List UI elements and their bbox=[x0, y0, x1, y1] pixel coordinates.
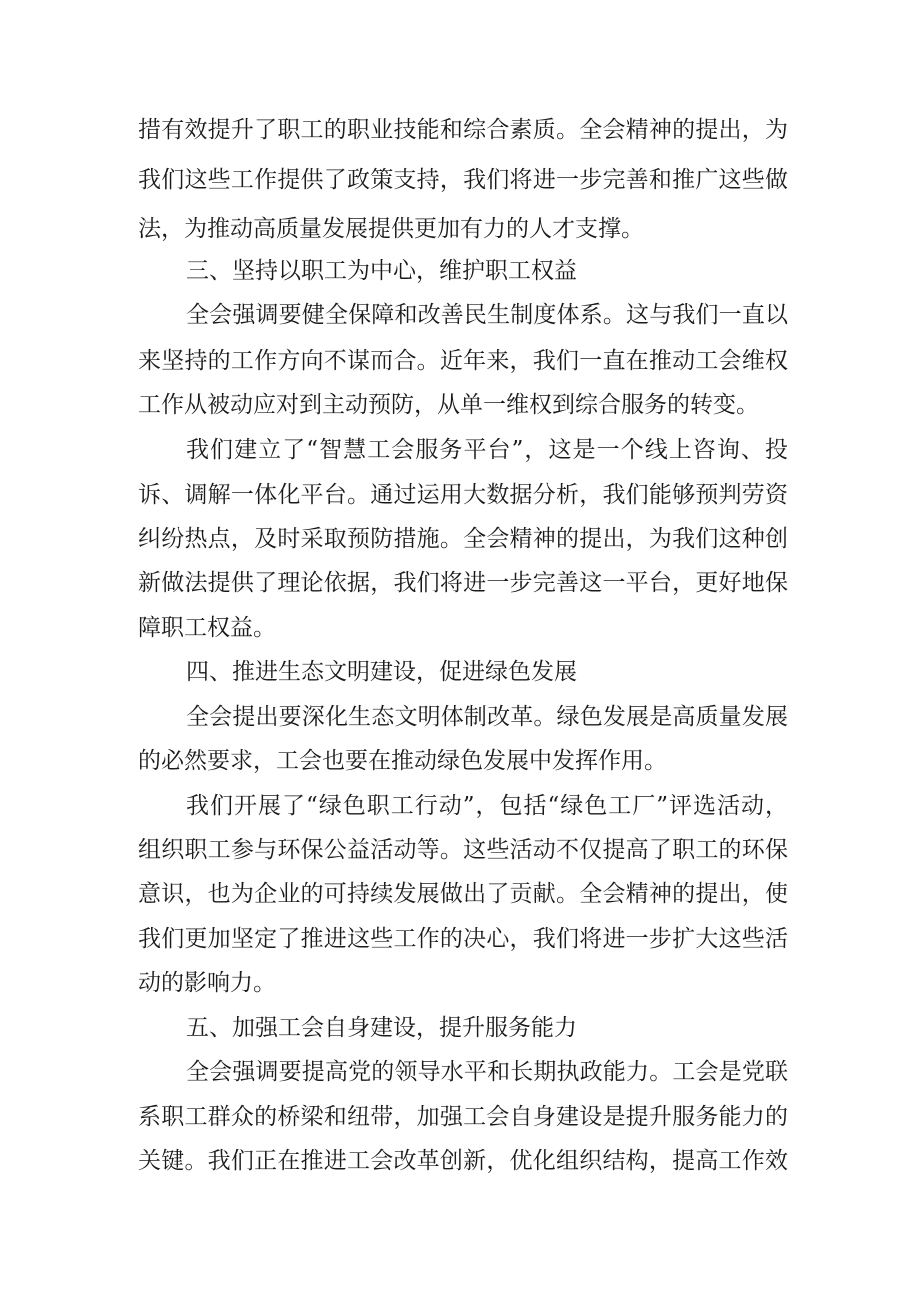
text-line: 我们建立了“智慧工会服务平台”，这是一个线上咨询、投 bbox=[186, 437, 788, 463]
text-line: 纠纷热点，及时采取预防措施。全会精神的提出，为我们这种创 bbox=[138, 526, 788, 552]
text-line: 工作从被动应对到主动预防，从单一维权到综合服务的转变。 bbox=[138, 392, 759, 418]
section-heading-5: 五、加强工会自身建设，提升服务能力 bbox=[186, 1015, 577, 1041]
text-line: 全会强调要提高党的领导水平和长期执政能力。工会是党联 bbox=[186, 1059, 788, 1085]
text-line: 意识，也为企业的可持续发展做出了贡献。全会精神的提出，使 bbox=[138, 881, 788, 907]
text-line: 诉、调解一体化平台。通过运用大数据分析，我们能够预判劳资 bbox=[138, 482, 788, 508]
text-line: 障职工权益。 bbox=[138, 615, 276, 641]
text-line: 全会强调要健全保障和改善民生制度体系。这与我们一直以 bbox=[186, 302, 788, 328]
text-line: 我们更加坚定了推进这些工作的决心，我们将进一步扩大这些活 bbox=[138, 926, 788, 952]
text-line: 的必然要求，工会也要在推动绿色发展中发挥作用。 bbox=[138, 748, 667, 774]
text-line: 全会提出要深化生态文明体制改革。绿色发展是高质量发展 bbox=[186, 704, 788, 730]
section-heading-4: 四、推进生态文明建设，促进绿色发展 bbox=[186, 659, 577, 685]
text-line: 措有效提升了职工的职业技能和综合素质。全会精神的提出，为 bbox=[138, 117, 788, 143]
text-line: 我们开展了“绿色职工行动”，包括“绿色工厂”评选活动， bbox=[186, 793, 788, 819]
text-line: 新做法提供了理论依据，我们将进一步完善这一平台，更好地保 bbox=[138, 570, 788, 596]
text-line: 系职工群众的桥梁和纽带，加强工会自身建设是提升服务能力的 bbox=[138, 1104, 788, 1130]
text-line: 组织职工参与环保公益活动等。这些活动不仅提高了职工的环保 bbox=[138, 837, 788, 863]
section-heading-3: 三、坚持以职工为中心，维护职工权益 bbox=[186, 258, 577, 284]
text-line: 来坚持的工作方向不谋而合。近年来，我们一直在推动工会维权 bbox=[138, 348, 788, 374]
text-line: 关键。我们正在推进工会改革创新，优化组织结构，提高工作效 bbox=[138, 1148, 788, 1174]
text-line: 法，为推动高质量发展提供更加有力的人才支撑。 bbox=[138, 216, 644, 242]
text-line: 我们这些工作提供了政策支持，我们将进一步完善和推广这些做 bbox=[138, 167, 788, 193]
text-line: 动的影响力。 bbox=[138, 970, 276, 996]
